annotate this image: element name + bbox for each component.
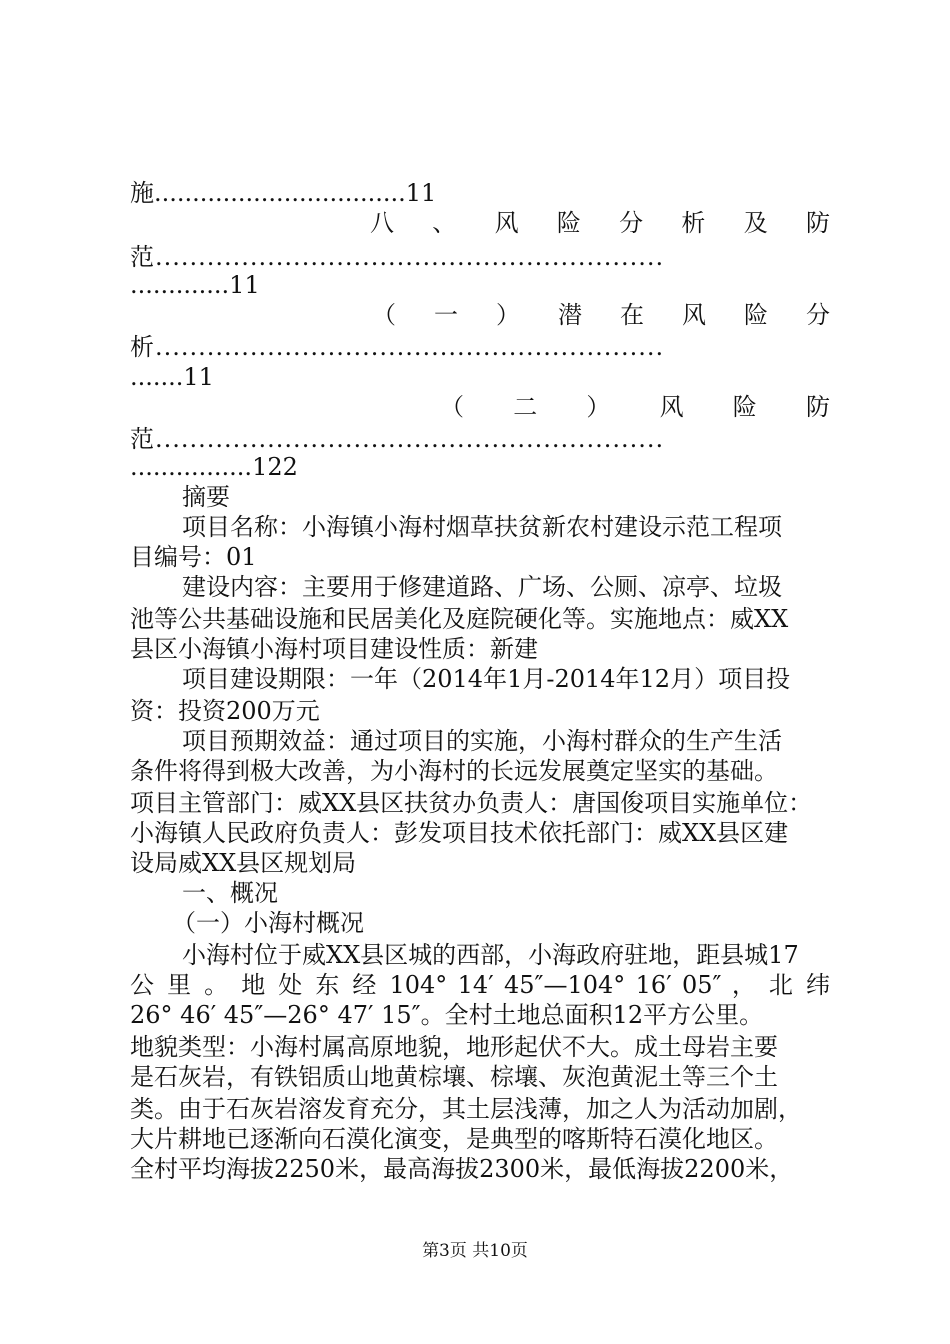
paragraph-line: 公 里 。 地 处 东 经 104° 14′ 45″—104° 16′ 05″ ， 北 纬 xyxy=(130,971,830,999)
toc-line: 范........................................................... xyxy=(130,243,665,271)
paragraph-line: 项目名称：小海镇小海村烟草扶贫新农村建设示范工程项 xyxy=(182,513,782,541)
paragraph-line: 资：投资200万元 xyxy=(130,697,320,725)
toc-line: 施.................................11 xyxy=(130,179,437,207)
toc-line: .............11 xyxy=(130,271,260,299)
paragraph-line: 小海镇人民政府负责人：彭发项目技术依托部门：威XX县区建 xyxy=(130,819,789,847)
paragraph-line: 项目主管部门：威XX县区扶贫办负责人：唐国俊项目实施单位： xyxy=(130,789,813,817)
section-heading: 摘要 xyxy=(182,483,230,511)
paragraph-line: 大片耕地已逐渐向石漠化演变，是典型的喀斯特石漠化地区。 xyxy=(130,1125,778,1153)
paragraph-line: 小海村位于威XX县区城的西部，小海政府驻地，距县城17 xyxy=(182,941,799,969)
paragraph-line: 地貌类型：小海村属高原地貌，地形起伏不大。成土母岩主要 xyxy=(130,1033,778,1061)
paragraph-line: 类。由于石灰岩溶发育充分，其土层浅薄，加之人为活动加剧， xyxy=(130,1095,802,1123)
toc-line: ................122 xyxy=(130,453,298,481)
paragraph-line: 池等公共基础设施和民居美化及庭院硬化等。实施地点：威XX xyxy=(130,605,789,633)
paragraph-line: 建设内容：主要用于修建道路、广场、公厕、凉亭、垃圾 xyxy=(182,573,782,601)
paragraph-line: 条件将得到极大改善，为小海村的长远发展奠定坚实的基础。 xyxy=(130,757,778,785)
paragraph-line: 全村平均海拔2250米，最高海拔2300米，最低海拔2200米， xyxy=(130,1155,794,1183)
paragraph-line: 是石灰岩，有铁铝质山地黄棕壤、棕壤、灰泡黄泥土等三个土 xyxy=(130,1063,778,1091)
toc-line: 范........................................................... xyxy=(130,425,665,453)
toc-line: （ 二 ） 风 险 防 xyxy=(440,393,830,421)
paragraph-line: 目编号：01 xyxy=(130,543,257,571)
section-heading: 一、概况 xyxy=(182,879,278,907)
paragraph-line: 设局威XX县区规划局 xyxy=(130,849,357,877)
paragraph-line: 26° 46′ 45″—26° 47′ 15″。全村土地总面积12平方公里。 xyxy=(130,1001,764,1029)
page-number-footer: 第3页 共10页 xyxy=(422,1241,528,1261)
toc-line: 八 、 风 险 分 析 及 防 xyxy=(370,209,830,237)
toc-line: 析........................................................... xyxy=(130,333,665,361)
toc-line: （ 一 ） 潜 在 风 险 分 xyxy=(372,301,830,329)
paragraph-line: 项目预期效益：通过项目的实施，小海村群众的生产生活 xyxy=(182,727,782,755)
paragraph-line: 项目建设期限：一年（2014年1月-2014年12月）项目投 xyxy=(182,665,791,693)
paragraph-line: 县区小海镇小海村项目建设性质：新建 xyxy=(130,635,538,663)
toc-line: .......11 xyxy=(130,363,214,391)
subsection-heading: （一）小海村概况 xyxy=(172,909,364,937)
